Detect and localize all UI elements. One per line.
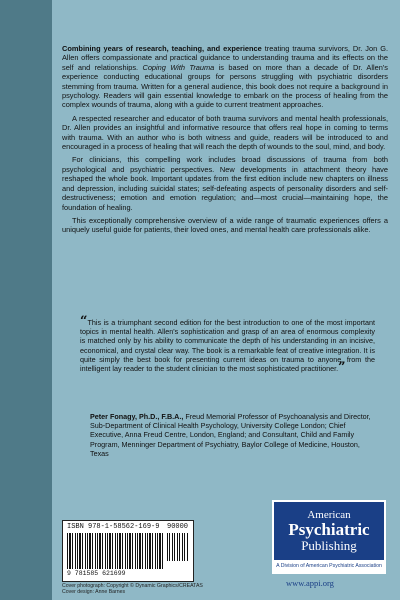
description-paragraph-1 (62, 44, 388, 110)
photo-credit: Cover photograph: Copyright © Dynamic Graphics/CREATAS (62, 583, 203, 589)
publisher-logo (272, 500, 386, 574)
open-quote-mark: “ (80, 314, 88, 329)
barcode-digits: 9 781585 621699 (67, 570, 126, 577)
cover-credits (62, 583, 203, 595)
publisher-website: www.appi.org (286, 578, 334, 588)
publisher-name-line-3: Publishing (301, 538, 357, 553)
publisher-name-line-1: American (307, 509, 351, 521)
book-title-italic: Coping With Trauma (142, 62, 215, 72)
close-quote-mark: ” (338, 360, 346, 376)
description-paragraph-3: For clinicians, this compelling work includes broad discussions of trauma from both psychological and psychiatric perspectives. New developments in attachment theory have reshaped the whole book. Important updates from the first edition include new chapters on illness and depression, including suicidal states; self-defeating aspects of personality disorders and self-destructiveness; emotion and emotion regulation; and—most crucial—maintaining hope, the foundation of healing. (62, 155, 388, 212)
publisher-name-line-2: Psychiatric (288, 520, 370, 539)
isbn-barcode (62, 520, 194, 582)
quote-attribution (90, 412, 380, 458)
isbn-number: ISBN 978-1-58562-169-9 (67, 523, 160, 531)
description-paragraph-4: This exceptionally comprehensive overview of a wide range of traumatic experiences offers a uniquely useful guide for patients, their loved ones, and mental health care professionals alike. (62, 215, 388, 235)
endorser-name: Peter Fonagy, Ph.D., F.B.A., (90, 412, 184, 421)
description-p1-part-b: is based on more than a decade of Dr. Allen's experience conducting educational groups for persons struggling with psychiatric disorders stemming from trauma. Written for a general audience, this book does not require a background in psychology. Readers will gain essential knowledge to embark on the process of healing from the complex wounds of trauma, along with a guide to current treatment approaches. (62, 62, 388, 110)
cover-spine-band (0, 0, 52, 600)
quote-text: This is a triumphant second edition for the best introduction to one of the most important topics in mental health. Allen's sophistication and grasp of an area of enormous complexity is matched only by his ability to communicate the depth of his understanding in an incisive, economical, and crystal clear way. The book is a remarkable feat of creative integration. It is quite simply the best book for presenting current ideas on trauma to anyone, from the intelligent lay reader to the student clinician to the most sophisticated practitioner. (80, 318, 375, 374)
price-code: 90000 (167, 523, 189, 531)
barcode-bars (67, 533, 163, 569)
back-cover-description (62, 44, 388, 239)
endorser-details: Freud Memorial Professor of Psychoanalysis and Director, Sub-Department of Clinical Health Psychology, University College London; Chief Executive, Anna Freud Centre, London, England; and Consultant, Child and Family Program, Menninger Department of Psychiatry, Baylor College of Medicine, Houston, Texas (90, 412, 371, 458)
description-lead: Combining years of research, teaching, and experience (62, 44, 262, 53)
description-p1-part-a: treating trauma survivors, Dr. Jon G. Allen offers compassionate and practical guidance to understanding trauma and its effects on the self and relationships. (62, 44, 388, 72)
publisher-division: A Division of American Psychiatric Association (274, 560, 384, 572)
description-paragraph-2: A respected researcher and educator of both trauma survivors and mental health professionals, Dr. Allen provides an insightful and informative resource that offers real hope in coming to terms with trauma. With an author who is both witness and guide, readers will be introduced to and encouraged in a process of healing that will reach the depth of wounds to the soul, mind, and body. (62, 113, 388, 152)
endorsement-quote (80, 314, 375, 376)
price-barcode-bars (167, 533, 189, 561)
design-credit: Cover design: Anne Barnes (62, 589, 126, 596)
